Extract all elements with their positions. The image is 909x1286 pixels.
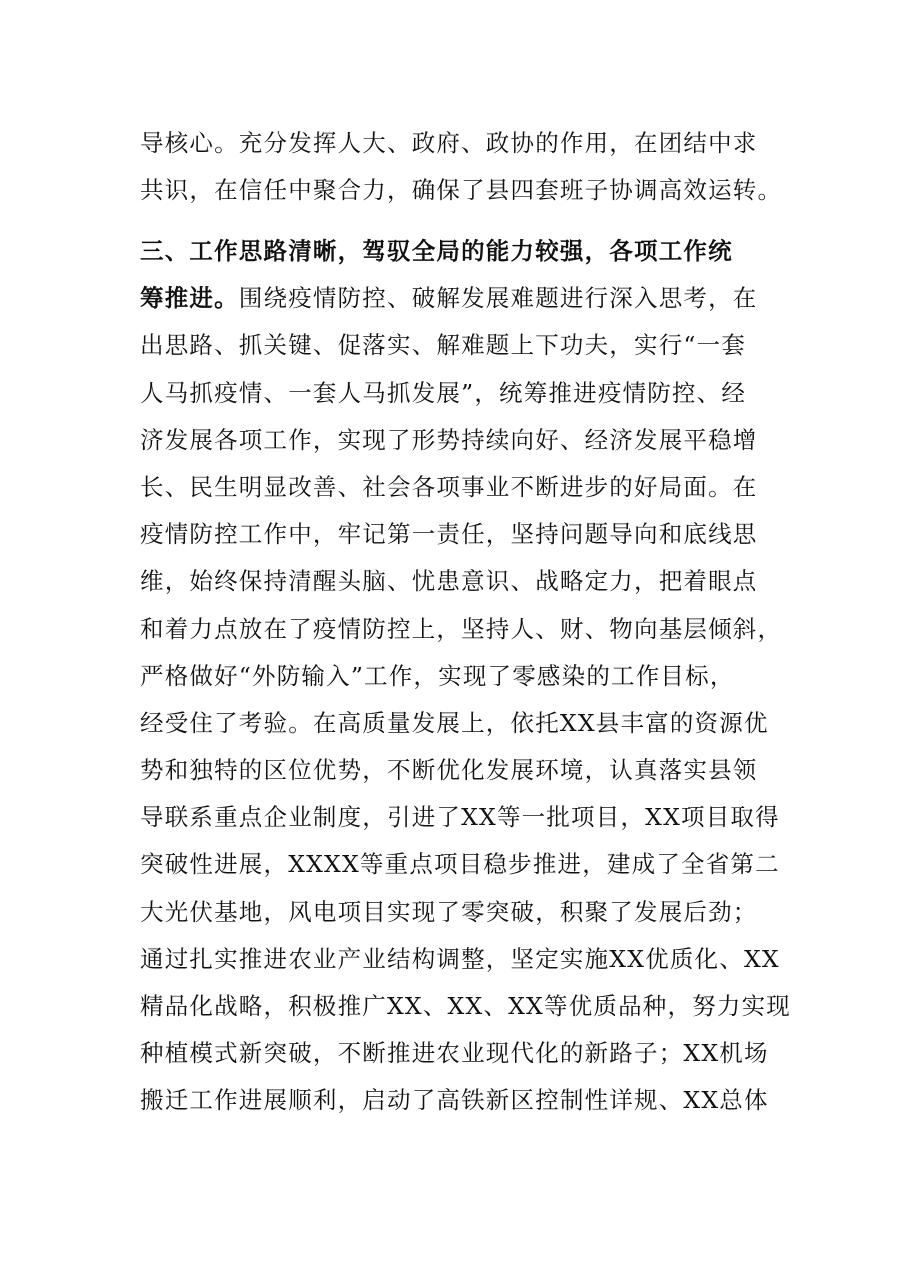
section-heading-end: 筹推进。 [140,284,239,313]
text-line: 搬迁工作进展顺利，启动了高铁新区控制性详规、XX总体 [140,1086,769,1115]
text-line: 疫情防控工作中，牢记第一责任，坚持问题导向和底线思 [140,520,758,549]
text-line: 济发展各项工作，实现了形势持续向好、经济发展平稳增 [140,425,758,454]
text-line-rest: 围绕疫情防控、破解发展难题进行深入思考，在 [238,284,758,313]
text-line: 经受住了考验。在高质量发展上，依托XX县丰富的资源优 [140,708,769,737]
paragraph-continuation [140,120,783,214]
text-line: 种植模式新突破，不断推进农业现代化的新路子；XX机场 [140,1039,769,1068]
text-line: 和着力点放在了疫情防控上，坚持人、财、物向基层倾斜， [140,614,783,643]
text-line: 共识，在信任中聚合力，确保了县四套班子协调高效运转。 [140,176,783,205]
text-line: 突破性进展，XXXX等重点项目稳步推进，建成了全省第二 [140,850,780,879]
text-line: 导核心。充分发挥人大、政府、政协的作用，在团结中求 [140,129,758,157]
text-line: 精品化战略，积极推广XX、XX、XX等优质品种，努力实现 [140,992,791,1020]
text-line: 严格做好“外防输入”工作，实现了零感染的工作目标， [140,661,735,690]
section-heading: 三、工作思路清晰，驾驭全局的能力较强，各项工作统 [140,237,733,265]
text-line [140,275,765,322]
paragraph-section-three [140,228,791,1125]
text-line: 人马抓疫情、一套人马抓发展”，统筹推进疫情防控、经 [140,378,747,407]
text-line: 通过扎实推进农业产业结构调整，坚定实施XX优质化、XX [140,944,780,973]
text-line: 大光伏基地，风电项目实现了零突破，积聚了发展后劲； [140,897,758,926]
text-line: 维，始终保持清醒头脑、忧患意识、战略定力，把着眼点 [140,567,758,596]
text-line: 出思路、抓关键、促落实、解难题上下功夫，实行“一套 [140,331,747,360]
text-line: 势和独特的区位优势，不断优化发展环境，认真落实县领 [140,756,758,785]
text-line: 长、民生明显改善、社会各项事业不断进步的好局面。在 [140,472,758,501]
text-line: 导联系重点企业制度，引进了XX等一批项目，XX项目取得 [140,803,780,832]
